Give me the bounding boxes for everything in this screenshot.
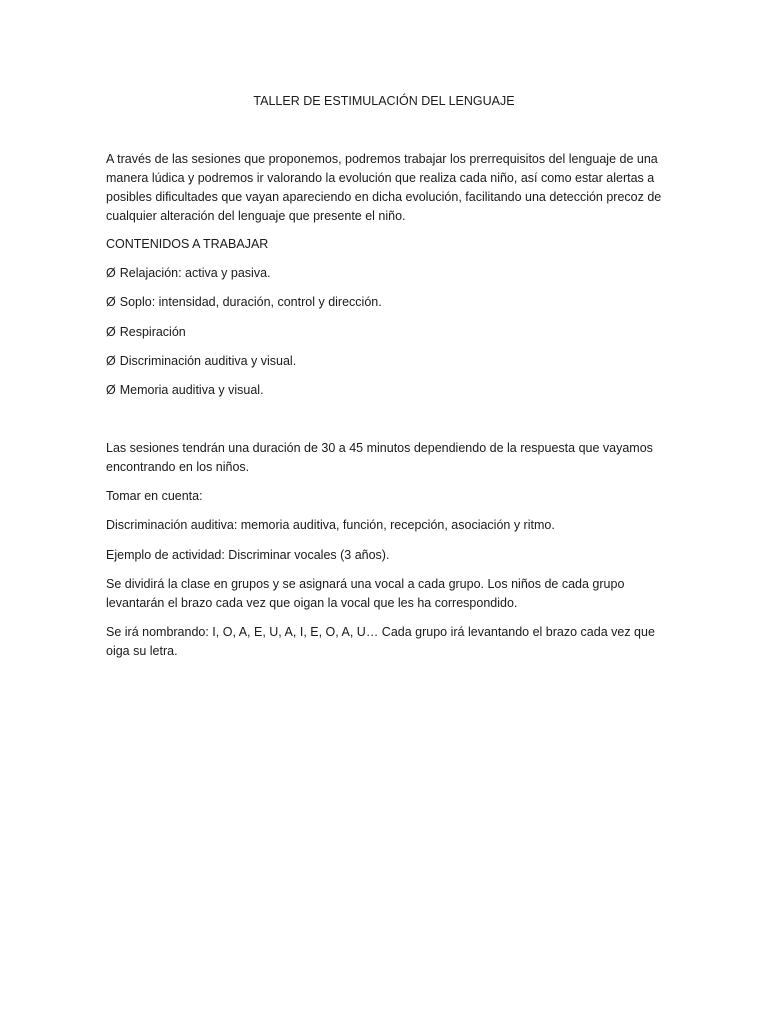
tomar-en-cuenta-line: Tomar en cuenta: (106, 489, 203, 503)
bullet-symbol: Ø (106, 354, 116, 368)
content-item-label: Discriminación auditiva y visual. (119, 354, 297, 368)
ira-nombrando-paragraph: Se irá nombrando: I, O, A, E, U, A, I, E, O, A, U… Cada grupo irá levantando el brazo cada vez que oiga su letra. (106, 625, 655, 658)
content-item-label: Soplo: intensidad, duración, control y dirección. (119, 295, 382, 309)
content-item-respiracion (106, 323, 662, 342)
sessions-paragraph: Las sesiones tendrán una duración de 30 a 45 minutos dependiendo de la respuesta que vayamos encontrando en los niños. (106, 441, 653, 474)
document-title: TALLER DE ESTIMULACIÓN DEL LENGUAJE (253, 94, 515, 108)
contents-heading: CONTENIDOS A TRABAJAR (106, 237, 269, 251)
bullet-symbol: Ø (106, 383, 116, 397)
content-item-label: Relajación: activa y pasiva. (119, 266, 271, 280)
bullet-symbol: Ø (106, 266, 116, 280)
content-item-memoria (106, 381, 662, 400)
content-item-label: Respiración (119, 325, 186, 339)
bullet-symbol: Ø (106, 325, 116, 339)
discriminacion-paragraph: Discriminación auditiva: memoria auditiva, función, recepción, asociación y ritmo. (106, 518, 555, 532)
content-item-relajacion (106, 264, 662, 283)
ejemplo-paragraph: Ejemplo de actividad: Discriminar vocales (3 años). (106, 548, 390, 562)
content-item-soplo (106, 293, 662, 312)
content-item-label: Memoria auditiva y visual. (119, 383, 264, 397)
intro-paragraph: A través de las sesiones que proponemos, podremos trabajar los prerrequisitos del lenguaje de una manera lúdica y podremos ir valorando la evolución que realiza cada niño, así como estar alertas a posibles dificultades que vayan apareciendo en dicha evolución, facilitando una detección precoz de cualquier alteración del lenguaje que presente el niño. (106, 152, 662, 223)
bullet-symbol: Ø (106, 295, 116, 309)
dividira-paragraph: Se dividirá la clase en grupos y se asignará una vocal a cada grupo. Los niños de cada grupo levantarán el brazo cada vez que oigan la vocal que les ha correspondido. (106, 577, 625, 610)
content-item-discriminacion (106, 352, 662, 371)
